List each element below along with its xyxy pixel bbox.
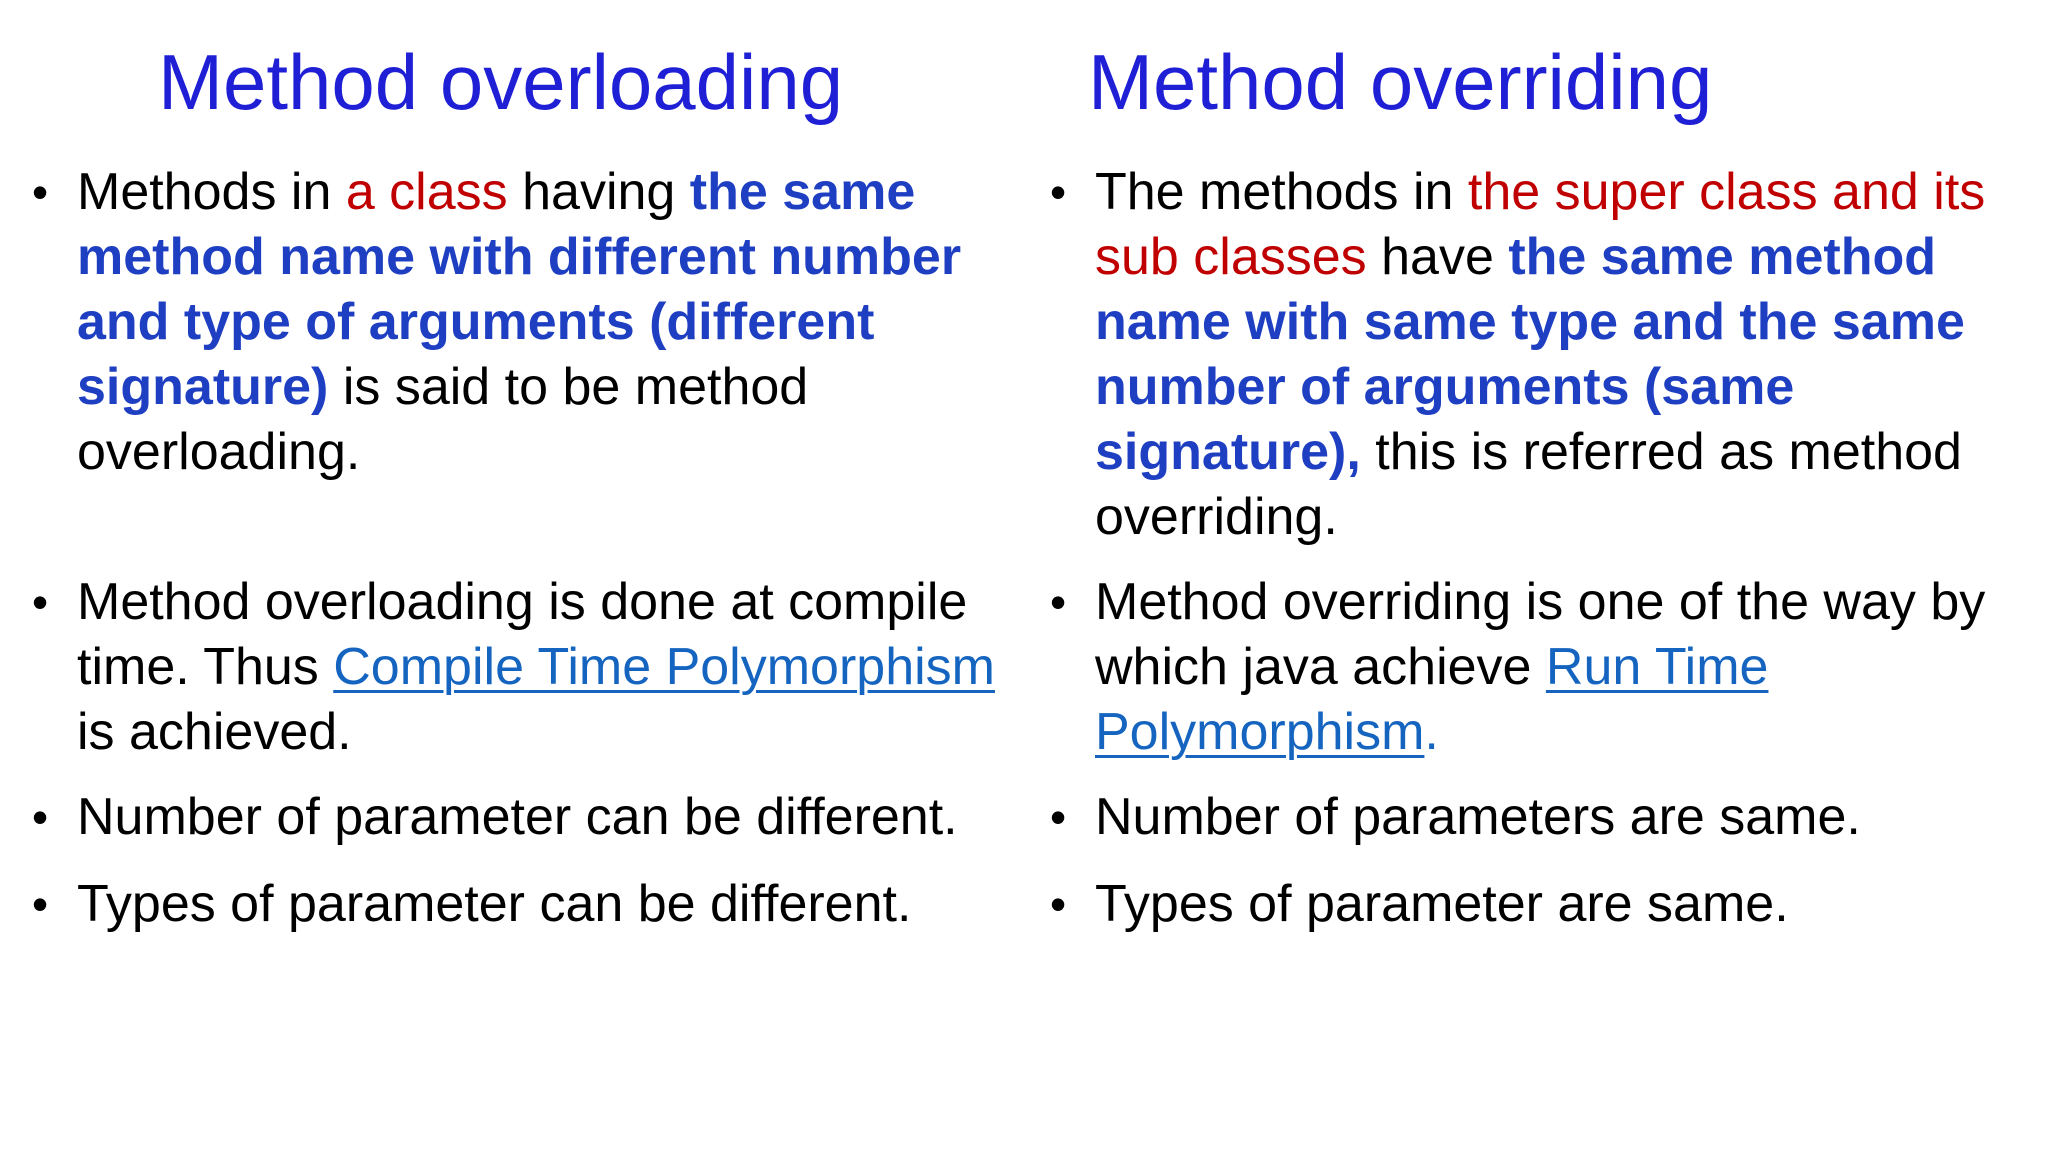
left-b1-text-1: Methods in — [77, 163, 346, 221]
left-b1-text-3: is said to be method overloading. — [77, 358, 809, 481]
left-title: Method overloading — [158, 38, 844, 126]
right-b2-text-2: . — [1424, 703, 1439, 761]
right-b1-text-1: The methods in — [1095, 163, 1468, 221]
left-b3-text: Number of parameter can be different. — [77, 788, 958, 846]
right-b2-text-1: Method overriding is one of the way by which java achieve — [1095, 573, 1986, 696]
right-b1-highlight-classes: the super class and its sub classes — [1095, 163, 1986, 286]
bullet-dot-icon: • — [1050, 878, 1067, 930]
bullet-dot-icon: • — [1050, 576, 1067, 628]
left-bullet-list — [30, 160, 1030, 937]
left-b1-text-2: having — [507, 163, 690, 221]
right-title: Method overriding — [1088, 38, 1713, 126]
bullet-dot-icon: • — [32, 166, 49, 218]
bullet-dot-icon: • — [32, 791, 49, 843]
bullet-dot-icon: • — [32, 878, 49, 930]
right-b1-text-3: this is referred as method overriding. — [1095, 423, 1962, 546]
bullet-dot-icon: • — [1050, 791, 1067, 843]
right-bullet-3 — [1048, 785, 2038, 850]
left-b4-text: Types of parameter can be different. — [77, 875, 912, 933]
bullet-dot-icon: • — [32, 576, 49, 628]
run-time-polymorphism-link[interactable]: Run Time Polymorphism — [1095, 638, 1769, 761]
left-b1-highlight-class: a class — [345, 163, 508, 221]
bullet-dot-icon: • — [1050, 166, 1067, 218]
left-b2-text-2: is achieved. — [77, 703, 352, 761]
left-bullet-3 — [30, 785, 1030, 850]
left-b1-highlight-definition: the same method name with different number and type of arguments (different signature) — [77, 163, 962, 416]
right-bullet-1 — [1048, 160, 2038, 550]
left-bullet-1 — [30, 160, 1030, 485]
right-b1-highlight-definition: the same method name with same type and the same number of arguments (same signature), — [1095, 228, 1965, 481]
right-bullet-list — [1048, 160, 2038, 937]
right-b1-text-2: have — [1366, 228, 1509, 286]
compile-time-polymorphism-link[interactable]: Compile Time Polymorphism — [333, 638, 995, 696]
left-b2-text-1: Method overloading is done at compile time. Thus — [77, 573, 968, 696]
left-bullet-2 — [30, 570, 1030, 765]
right-bullet-4 — [1048, 872, 2038, 937]
right-b4-text: Types of parameter are same. — [1095, 875, 1789, 933]
right-bullet-2 — [1048, 570, 2038, 765]
right-b3-text: Number of parameters are same. — [1095, 788, 1861, 846]
left-bullet-4 — [30, 872, 1030, 937]
